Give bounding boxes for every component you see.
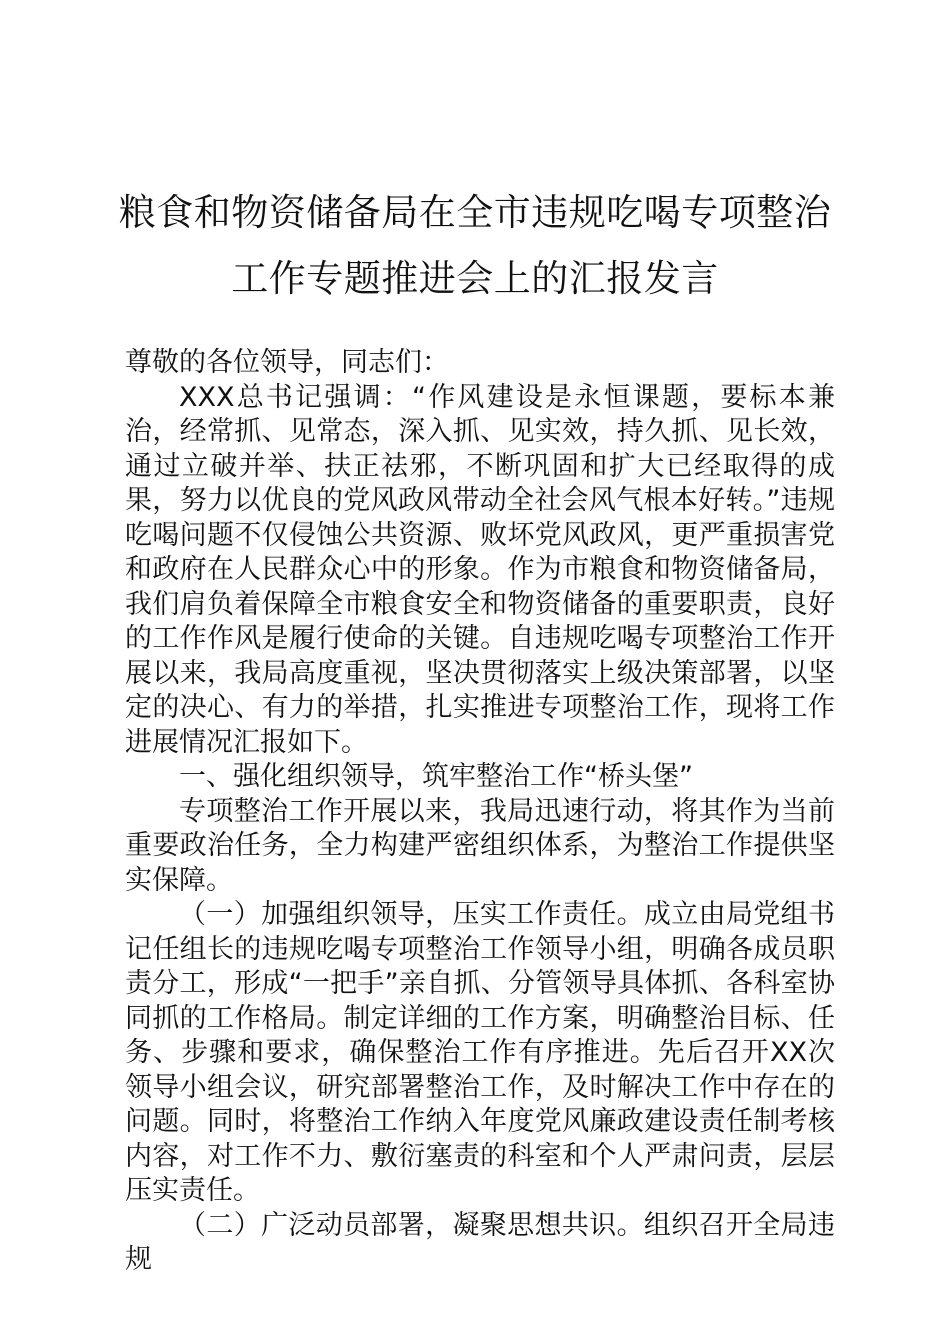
paragraph-subsection-1: （一）加强组织领导，压实工作责任。成立由局党组书记任组长的违规吃喝专项整治工作领导小组，明确各成员职责分工，形成“一把手”亲自抓、分管领导具体抓、各科室协同抓的工作格局。制定详细的工作方案，明确整治目标、任务、步骤和要求，确保整治工作有序推进。先后召开XX次领导小组会议，研究部署整治工作，及时解决工作中存在的问题。同时，将整治工作纳入年度党风廉政建设责任制考核内容，对工作不力、敷衍塞责的科室和个人严肃问责，层层压实责任。: [125, 899, 835, 1206]
document-title-line-2: 工作专题推进会上的汇报发言: [231, 257, 719, 300]
section-heading-1: 一、强化组织领导，筑牢整治工作“桥头堡”: [179, 761, 693, 792]
paragraph-intro: XXX总书记强调：“作风建设是永恒课题，要标本兼治，经常抓、见常态，深入抓、见实效，持久抓、见长效，通过立破并举、扶正祛邪，不断巩固和扩大已经取得的成果，努力以优良的党风政风带动全社会风气根本好转。”违规吃喝问题不仅侵蚀公共资源、败坏党风政风，更严重损害党和政府在人民群众心中的形象。作为市粮食和物资储备局，我们肩负着保障全市粮食安全和物资储备的重要职责，良好的工作作风是履行使命的关键。自违规吃喝专项整治工作开展以来，我局高度重视，坚决贯彻落实上级决策部署，以坚定的决心、有力的举措，扎实推进专项整治工作，现将工作进展情况汇报如下。: [125, 381, 835, 758]
document-body: [125, 346, 835, 1278]
document-title-line-1: 粮食和物资储备局在全市违规吃喝专项整治: [118, 191, 832, 234]
paragraph-subsection-2: （二）广泛动员部署，凝聚思想共识。组织召开全局违规: [125, 1209, 835, 1275]
paragraph-section-1: 专项整治工作开展以来，我局迅速行动，将其作为当前重要政治任务，全力构建严密组织体系，为整治工作提供坚实保障。: [125, 795, 835, 896]
salutation: 尊敬的各位领导，同志们：: [125, 347, 449, 378]
